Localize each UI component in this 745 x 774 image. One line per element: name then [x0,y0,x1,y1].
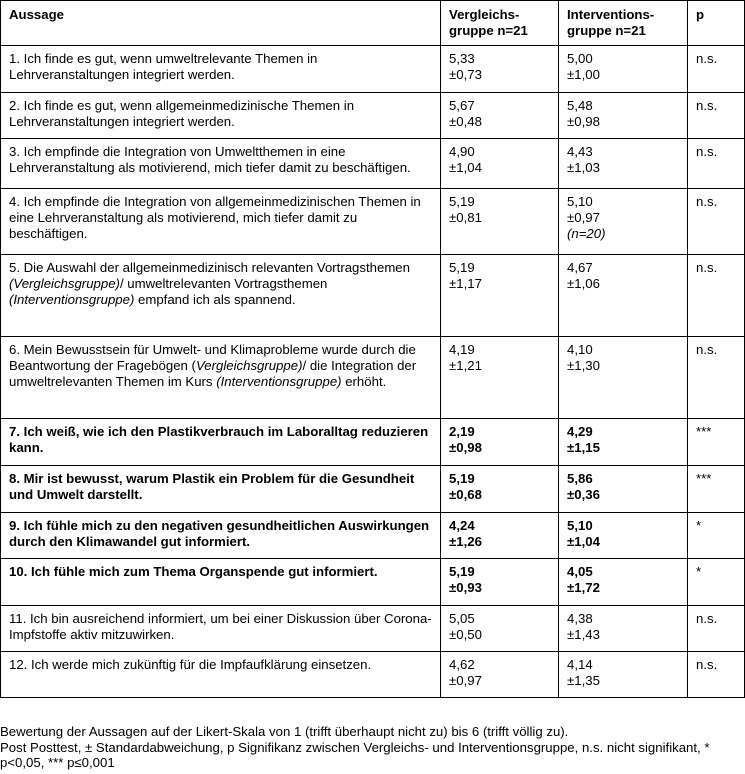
p-value: n.s. [696,342,718,357]
statement-part: 6. Mein Bewusstsein für Umwelt- und Klimaprobleme wurde durch die Beantwortung der Fragebögen ( [9,342,416,373]
mean-value: 5,10 [567,518,593,533]
mean-value: 5,86 [567,471,593,486]
header-vg-line1: Vergleichs- [449,7,520,22]
vergleichsgruppe-cell [441,466,559,513]
statement-text: 9. Ich fühle mich zu den negativen gesundheitlichen Auswirkungen durch den Klimawandel gut informiert. [9,518,430,549]
table-row [1,255,745,337]
vergleichsgruppe-cell [441,606,559,652]
interventionsgruppe-cell [559,337,688,419]
table-row [1,337,745,419]
statement-cell [1,93,441,139]
interventionsgruppe-cell [559,606,688,652]
mean-value: 5,67 [449,98,475,113]
statement-text: 4. Ich empfinde die Integration von allgemeinmedizinischen Themen in eine Lehrveranstaltung als motivierend, mich tiefer damit zu beschäftigen. [9,194,421,241]
sd-value: ±1,26 [449,534,482,549]
vergleichsgruppe-cell [441,419,559,466]
interventionsgruppe-cell [559,189,688,255]
statement-text: 1. Ich finde es gut, wenn umweltrelevante Themen in Lehrveranstaltungen integriert werden. [9,51,318,82]
vergleichsgruppe-cell [441,189,559,255]
sd-value: ±1,35 [567,673,600,688]
sd-value: ±1,30 [567,358,600,373]
sd-value: ±0,50 [449,627,482,642]
statement-text: 2. Ich finde es gut, wenn allgemeinmedizinische Themen in Lehrveranstaltungen integriert werden. [9,98,355,129]
table-row [1,559,745,606]
statement-part: empfand ich als spannend. [134,292,296,307]
statement-italic-part: Vergleichsgruppe) [195,358,303,373]
sd-value: ±0,48 [449,114,482,129]
mean-value: 4,29 [567,424,593,439]
sd-value: ±0,68 [449,487,482,502]
sd-value: ±1,06 [567,276,600,291]
mean-value: 4,62 [449,657,475,672]
mean-value: 4,24 [449,518,475,533]
sample-size-note: (n=20) [567,226,606,241]
statement-text: 3. Ich empfinde die Integration von Umweltthemen in eine Lehrveranstaltung als motivierend, mich tiefer damit zu beschäftigen. [9,144,411,175]
mean-value: 4,05 [567,564,593,579]
table-row [1,93,745,139]
header-row [1,1,745,46]
table-row [1,466,745,513]
mean-value: 5,19 [449,260,475,275]
statement-cell [1,466,441,513]
footnote-line-2: Post Posttest, ± Standardabweichung, p Signifikanz zwischen Vergleichs- und Interventionsgruppe, n.s. nicht signifikant, * p<0,05, *** p≤0,001 [0,739,710,770]
mean-value: 4,14 [567,657,593,672]
mean-value: 5,19 [449,564,475,579]
sd-value: ±1,04 [449,160,482,175]
interventionsgruppe-cell [559,652,688,698]
vergleichsgruppe-cell [441,139,559,189]
sd-value: ±0,98 [567,114,600,129]
statement-text: 10. Ich fühle mich zum Thema Organspende gut informiert. [9,564,378,579]
statement-part: / umweltrelevanten Vortragsthemen [119,276,328,291]
sd-value: ±1,00 [567,67,600,82]
sd-value: ±1,15 [567,440,600,455]
statement-text: 7. Ich weiß, wie ich den Plastikverbrauch im Laboralltag reduzieren kann. [9,424,429,455]
p-value: n.s. [696,98,718,113]
sd-value: ±1,21 [449,358,482,373]
p-value-cell [688,652,745,698]
statement-cell [1,255,441,337]
sd-value: ±0,98 [449,440,482,455]
mean-value: 5,00 [567,51,593,66]
header-aussage-label: Aussage [9,7,64,22]
table-row [1,46,745,93]
header-vergleichsgruppe [441,1,559,46]
statement-italic-part: (Interventionsgruppe) [9,292,135,307]
vergleichsgruppe-cell [441,337,559,419]
mean-value: 5,10 [567,194,593,209]
statement-text: 12. Ich werde mich zukünftig für die Impfaufklärung einsetzen. [9,657,372,672]
p-value-cell [688,189,745,255]
statement-cell [1,46,441,93]
p-value-cell [688,337,745,419]
table-row [1,419,745,466]
p-value-cell [688,513,745,559]
mean-value: 5,19 [449,194,475,209]
sd-value: ±0,93 [449,580,482,595]
p-value: n.s. [696,657,718,672]
statement-part: 5. Die Auswahl der allgemeinmedizinisch relevanten Vortragsthemen [9,260,410,275]
interventionsgruppe-cell [559,255,688,337]
statement-part: erhöht. [341,374,387,389]
mean-value: 4,67 [567,260,593,275]
statement-cell [1,419,441,466]
statement-text: 11. Ich bin ausreichend informiert, um bei einer Diskussion über Corona-Impfstoffe aktiv mitzuwirken. [9,611,432,642]
interventionsgruppe-cell [559,93,688,139]
statement-cell [1,606,441,652]
table-row [1,606,745,652]
p-value: * [696,564,702,579]
statement-part: / die Integration der umweltrelevanten Themen im Kurs [9,358,417,389]
p-value-cell [688,419,745,466]
header-ig-line2: gruppe n=21 [567,23,646,38]
header-p-label: p [696,7,705,22]
vergleichsgruppe-cell [441,652,559,698]
sd-value: ±1,04 [567,534,600,549]
p-value-cell [688,255,745,337]
header-p [688,1,745,46]
p-value: n.s. [696,51,718,66]
mean-value: 4,10 [567,342,593,357]
mean-value: 2,19 [449,424,475,439]
p-value-cell [688,139,745,189]
header-ig-line1: Interventions- [567,7,655,22]
p-value: *** [696,424,712,439]
statement-cell [1,559,441,606]
statement-cell [1,652,441,698]
p-value-cell [688,93,745,139]
mean-value: 4,43 [567,144,593,159]
interventionsgruppe-cell [559,46,688,93]
vergleichsgruppe-cell [441,46,559,93]
vergleichsgruppe-cell [441,559,559,606]
mean-value: 5,33 [449,51,475,66]
sd-value: ±1,43 [567,627,600,642]
mean-value: 4,90 [449,144,475,159]
footnote-line-1: Bewertung der Aussagen auf der Likert-Skala von 1 (trifft überhaupt nicht zu) bis 6 (trifft völlig zu). [0,724,569,739]
statement-cell [1,139,441,189]
table-footnote [0,724,745,771]
statement-text: 8. Mir ist bewusst, warum Plastik ein Problem für die Gesundheit und Umwelt darstellt. [9,471,415,502]
table-row [1,652,745,698]
interventionsgruppe-cell [559,419,688,466]
sd-value: ±1,72 [567,580,600,595]
table-row [1,139,745,189]
p-value-cell [688,606,745,652]
sd-value: ±1,17 [449,276,482,291]
sd-value: ±0,97 [449,673,482,688]
statement-cell [1,513,441,559]
sd-value: ±0,73 [449,67,482,82]
sd-value: ±0,36 [567,487,600,502]
p-value: * [696,518,702,533]
header-interventionsgruppe [559,1,688,46]
p-value: n.s. [696,144,718,159]
p-value: n.s. [696,194,718,209]
mean-value: 5,19 [449,471,475,486]
interventionsgruppe-cell [559,513,688,559]
p-value-cell [688,466,745,513]
p-value-cell [688,46,745,93]
mean-value: 5,05 [449,611,475,626]
header-aussage [1,1,441,46]
vergleichsgruppe-cell [441,255,559,337]
interventionsgruppe-cell [559,559,688,606]
p-value-cell [688,559,745,606]
mean-value: 4,19 [449,342,475,357]
sd-value: ±0,81 [449,210,482,225]
vergleichsgruppe-cell [441,513,559,559]
p-value: *** [696,471,712,486]
statement-italic-part: (Interventionsgruppe) [216,374,342,389]
mean-value: 4,38 [567,611,593,626]
table-row [1,513,745,559]
sd-value: ±0,97 [567,210,600,225]
header-vg-line2: gruppe n=21 [449,23,528,38]
table-row [1,189,745,255]
statement-cell [1,189,441,255]
vergleichsgruppe-cell [441,93,559,139]
sd-value: ±1,03 [567,160,600,175]
interventionsgruppe-cell [559,139,688,189]
statement-italic-part: (Vergleichsgruppe) [9,276,120,291]
interventionsgruppe-cell [559,466,688,513]
p-value: n.s. [696,260,718,275]
mean-value: 5,48 [567,98,593,113]
statement-cell [1,337,441,419]
p-value: n.s. [696,611,718,626]
